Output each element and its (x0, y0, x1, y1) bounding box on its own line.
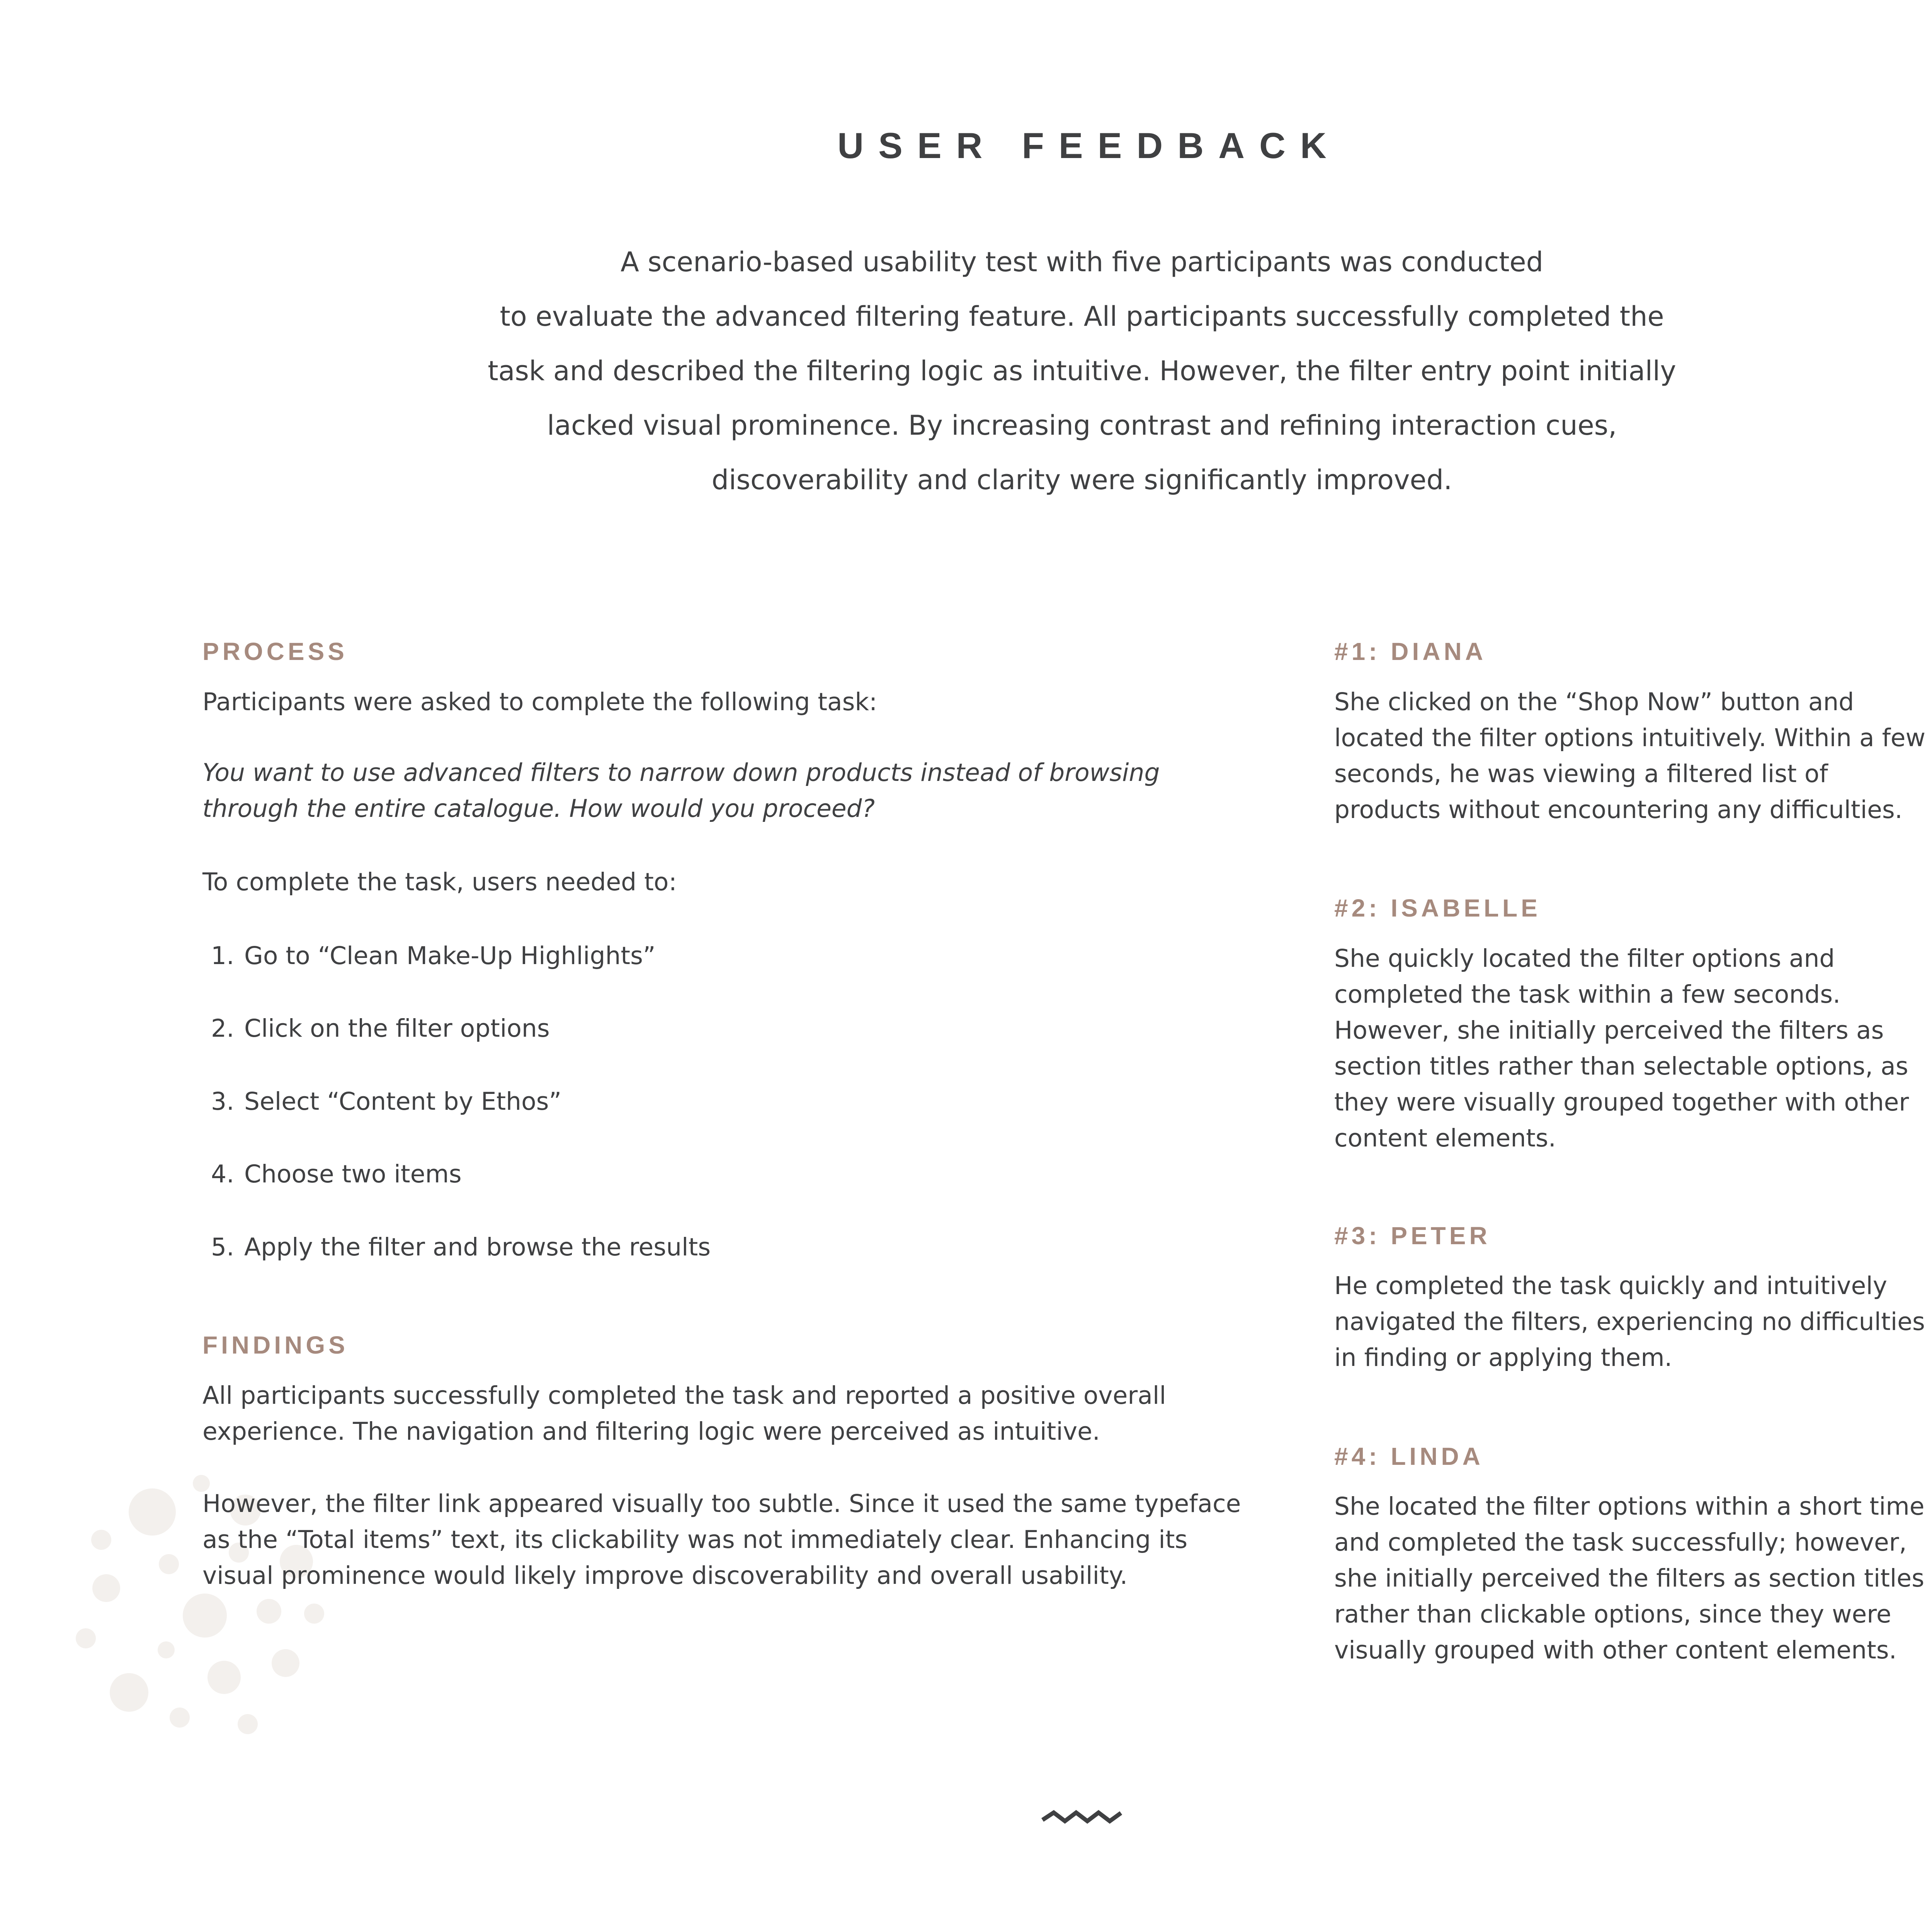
step-item (211, 1229, 711, 1265)
participant-feedback-diana: She clicked on the “Shop Now” button and located the filter options intuitively. Within a few seconds, he was viewing a filtered list of products without encountering any difficulties. (1334, 688, 1926, 824)
findings-heading: FINDINGS (202, 1331, 349, 1359)
steps-intro: To complete the task, users needed to: (202, 868, 677, 896)
step-text: Choose two items (244, 1160, 462, 1188)
participant-heading-peter: #3: PETER (1334, 1222, 1491, 1250)
task-scenario: You want to use advanced filters to narrow down products instead of browsing through the entire catalogue. How would you proceed? (202, 759, 1160, 823)
participant-heading-diana: #1: DIANA (1334, 638, 1486, 665)
findings-paragraph-1: All participants successfully completed the task and reported a positive overall experience. The navigation and filtering logic were perceived as intuitive. (202, 1381, 1166, 1446)
process-heading: PROCESS (202, 638, 348, 665)
step-item (211, 1156, 462, 1192)
intro-paragraph: A scenario-based usability test with five participants was conducted to evaluate the advanced filtering feature. All participants successfully completed the task and described the filtering logic as intuitive. However, the filter entry point initially lacked visual prominence. By increasing contrast and refining interaction cues, discoverability and clarity were significantly improved. (488, 246, 1676, 496)
participant-feedback-peter: He completed the task quickly and intuitively navigated the filters, experiencing no difficulties in finding or applying them. (1334, 1272, 1925, 1372)
step-number: 1. (211, 942, 235, 970)
step-text: Apply the filter and browse the results (244, 1233, 711, 1261)
findings-paragraph-2: However, the filter link appeared visually too subtle. Since it used the same typeface as the “Total items” text, its clickability was not immediately clear. Enhancing its visual prominence would likely improve discoverability and overall usability. (202, 1490, 1241, 1590)
step-number: 3. (211, 1087, 235, 1116)
step-text: Select “Content by Ethos” (244, 1087, 562, 1116)
participant-heading-linda: #4: LINDA (1334, 1442, 1484, 1470)
step-number: 5. (211, 1233, 235, 1261)
process-intro: Participants were asked to complete the following task: (202, 688, 878, 716)
participant-feedback-linda: She located the filter options within a short time and completed the task successfully; however, she initially perceived the filters as section titles rather than clickable options, since they were visually grouped with other content elements. (1334, 1492, 1925, 1664)
participant-feedback-isabelle: She quickly located the filter options and completed the task within a few seconds. However, she initially perceived the filters as section titles rather than selectable options, as they were visually grouped together with other content elements. (1334, 944, 1909, 1152)
step-number: 2. (211, 1014, 235, 1043)
page-title: USER FEEDBACK (837, 125, 1341, 166)
step-item (211, 938, 656, 974)
step-number: 4. (211, 1160, 235, 1188)
zigzag-divider-icon (1039, 1807, 1126, 1826)
participant-heading-isabelle: #2: ISABELLE (1334, 894, 1541, 922)
step-item (211, 1010, 550, 1046)
step-text: Click on the filter options (244, 1014, 550, 1043)
step-text: Go to “Clean Make-Up Highlights” (244, 942, 656, 970)
step-item (211, 1083, 561, 1119)
